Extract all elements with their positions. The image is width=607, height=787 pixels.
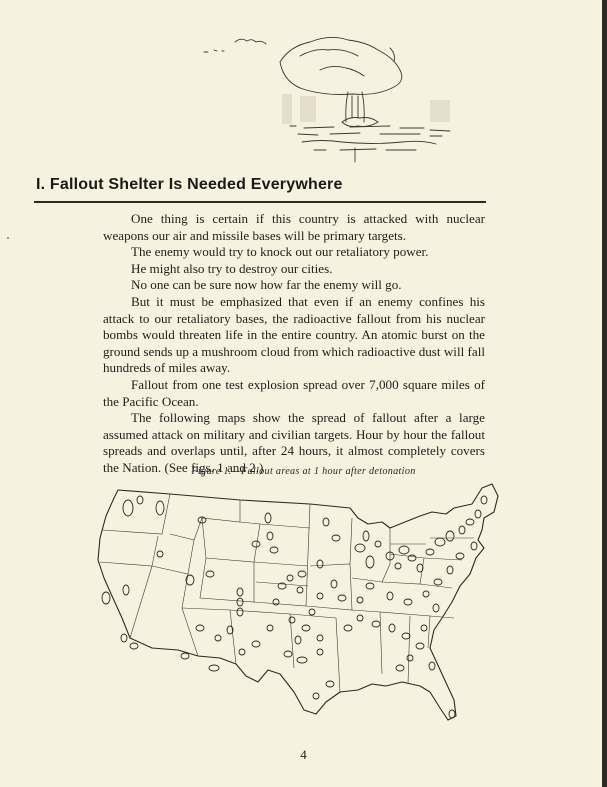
paragraph: One thing is certain if this country is attacked with nuclear weapons our air and missile bases will be primary targets. <box>103 211 485 243</box>
section-heading: I. Fallout Shelter Is Needed Everywhere <box>36 176 343 193</box>
paragraph: The enemy would try to knock out our retaliatory power. <box>131 244 429 260</box>
scan-edge-shadow <box>602 0 607 787</box>
us-outline <box>98 484 498 720</box>
paragraph: He might also try to destroy our cities. <box>131 260 333 276</box>
paragraph: But it must be emphasized that even if an enemy confines his attack to our retaliatory bases, the radioactive fallout from his nuclear bombs would threaten life in the entire country. An atomic burst on the ground sends up a mushroom cloud from which radioactive dust will fall hundreds of miles away. <box>103 293 485 376</box>
scan-speck <box>7 237 9 239</box>
us-fallout-map <box>90 478 510 728</box>
paragraph: No one can be sure now how far the enemy will go. <box>131 277 402 293</box>
mushroom-cloud-illustration <box>190 30 480 165</box>
paragraph: The following maps show the spread of fallout after a large assumed attack on military and civilian targets. Hour by hour the fallout spreads and overlaps until, after 24 hours, it almost completely covers the Nation. (See figs. 1 and 2.) <box>103 410 485 475</box>
page-number: 4 <box>300 747 307 762</box>
body-text <box>103 211 485 477</box>
figure-caption: Figure 1.—Fallout areas at 1 hour after detonation <box>191 466 416 477</box>
heading-rule <box>34 201 486 203</box>
paragraph: Fallout from one test explosion spread over 7,000 square miles of the Pacific Ocean. <box>103 376 485 409</box>
